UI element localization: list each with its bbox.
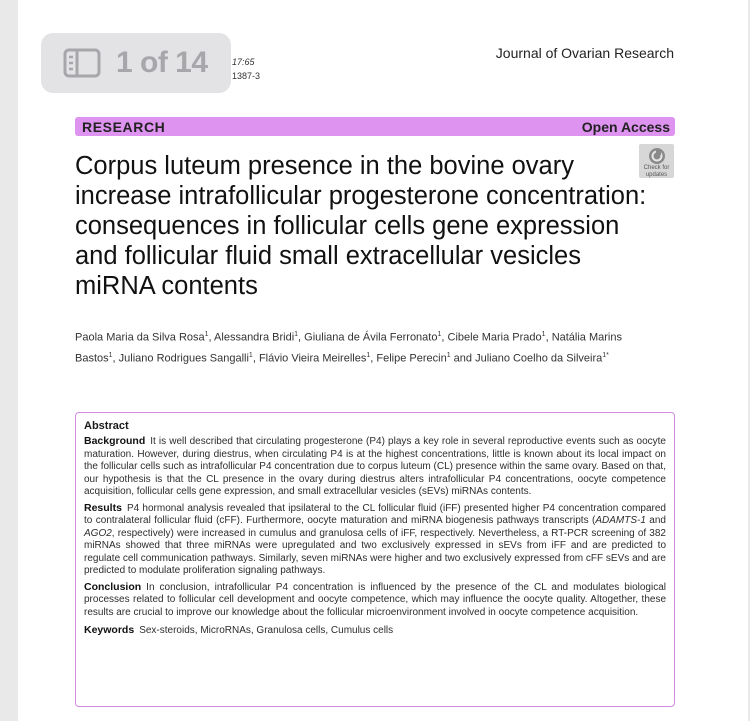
author-list <box>75 326 635 368</box>
conclusion-text: In conclusion, intrafollicular P4 concentration is influenced by the presence of the CL and modulates biological processes related to follicular cell development and oocyte competence, which may influence the oocyte quality. Altogether, these results are crucial to improve our knowledge about the follicular microenvironment involved in oocyte competence acquisition. <box>84 581 666 618</box>
conclusion-label: Conclusion <box>84 580 142 593</box>
author-name[interactable]: Alessandra Bridi <box>214 331 295 344</box>
author-affiliation: 1 <box>446 352 451 360</box>
background-text: It is well described that circulating progesterone (P4) plays a key role in several reproductive events such as oocyte maturation. However, during diestrus, when circulating P4 is at the highest concentrations, little is known about its local impact on the follicular cells such as intrafollicular P4 concentration due to corpus luteum (CL) presence within the same ovary. Based on that, our hypothesis is that the CL presence in the ovary during diestrus alters intrafollicular P4 concentrations, oocyte competence acquisition, follicular cells gene expression, and small extracellular vesicles (sEVs) miRNAs contents. <box>84 436 666 497</box>
results-and: and <box>645 515 666 526</box>
article-type-band <box>75 117 675 136</box>
check-for-updates-label: Check for updates <box>643 165 670 178</box>
abstract-background <box>84 435 666 499</box>
author-affiliation: 1 <box>248 352 253 360</box>
author-affiliation: 1* <box>602 352 609 360</box>
author-name[interactable]: Cibele Maria Prado <box>447 331 542 344</box>
keywords-text: Sex-steroids, MicroRNAs, Granulosa cells, Cumulus cells <box>139 625 394 636</box>
author-separator: , <box>545 331 552 344</box>
author-separator: , <box>112 352 119 365</box>
author-name[interactable]: Felipe Perecin <box>376 352 447 365</box>
results-text-part1: P4 hormonal analysis revealed that ipsilateral to the CL follicular fluid (iFF) presented higher P4 concentration compared to contralateral follicular fluid (cFF). Furthermore, oocyte maturation and miRNA biogenesis pathways transcripts ( <box>84 502 666 526</box>
author-separator: , <box>298 331 305 344</box>
gene-adamts1: ADAMTS-1 <box>595 515 646 526</box>
author-affiliation: 1 <box>366 352 371 360</box>
author-name[interactable]: Giuliana de Ávila Ferronato <box>304 331 438 344</box>
author-affiliation: 1 <box>108 352 113 360</box>
author-name[interactable]: Juliano Coelho da Silveira <box>475 352 603 365</box>
abstract-conclusion <box>84 581 666 620</box>
author-separator: and <box>450 352 476 365</box>
author-affiliation: 1 <box>437 331 442 338</box>
keywords-label: Keywords <box>84 624 135 636</box>
results-text-part2: , respectively) were increased in cumulus and granulosa cells of iFF, respectively. Nevertheless, a RT-PCR screening of 382 miRNAs showed that three miRNAs were upregulated and two exclusively expressed in sEVs from iFF and are predicted to regulate cell communication pathways. Similarly, seven miRNAs were higher and two exclusively expressed from cFF sEVs and are predicted to modulate proliferation signaling pathways. <box>84 527 666 576</box>
author-affiliation: 1 <box>541 331 546 338</box>
author-name[interactable]: Flávio Vieira Meirelles <box>258 352 367 365</box>
author-separator: , <box>441 331 448 344</box>
citation-partial <box>232 55 260 83</box>
page-count: 1 of 14 <box>116 46 208 79</box>
abstract-box <box>75 412 675 707</box>
open-access-label: Open Access <box>581 118 670 135</box>
keywords <box>84 624 666 638</box>
author-affiliation: 1 <box>204 331 209 338</box>
journal-name: Journal of Ovarian Research <box>495 45 674 61</box>
page-indicator[interactable] <box>41 33 231 93</box>
author-name[interactable]: Paola Maria da Silva Rosa <box>75 331 205 344</box>
author-name[interactable]: Juliano Rodrigues Sangalli <box>118 352 249 365</box>
citation-volume: 17:65 <box>232 57 255 67</box>
sidebar-toggle-icon[interactable] <box>63 48 101 78</box>
gene-ago2: AGO2 <box>84 527 112 539</box>
results-label: Results <box>84 501 122 514</box>
author-separator: , <box>370 352 377 365</box>
abstract-results <box>84 502 666 578</box>
author-name[interactable]: Natália Marins Bastos <box>75 331 622 365</box>
author-separator: , <box>252 352 259 365</box>
background-label: Background <box>84 435 146 447</box>
article-type: RESEARCH <box>82 118 166 135</box>
author-separator: , <box>208 331 215 344</box>
abstract-heading: Abstract <box>84 420 129 432</box>
citation-doi-tail: 1387-3 <box>232 71 261 81</box>
article-title: Corpus luteum presence in the bovine ovary increase intrafollicular progesterone concentration: consequences in follicular cells gene expression and follicular fluid small extracellular vesicles miRNA contents <box>75 152 647 300</box>
author-affiliation: 1 <box>294 331 299 338</box>
